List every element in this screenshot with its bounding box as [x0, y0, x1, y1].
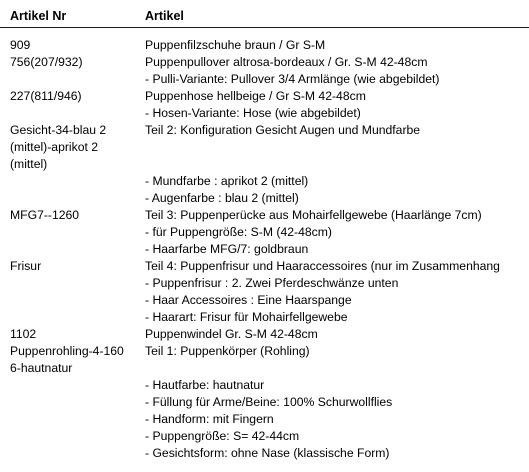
header-divider — [0, 27, 529, 28]
artikel-nr-text: (mittel) — [10, 157, 48, 171]
artikel-text: - Puppengröße: S= 42-44cm — [145, 429, 300, 443]
table-row — [0, 54, 529, 88]
artikel-text: - Augenfarbe : blau 2 (mittel) — [145, 191, 299, 205]
artikel-text: - Hautfarbe: hautnatur — [145, 378, 265, 392]
table-row — [0, 207, 529, 258]
table-row — [0, 37, 529, 54]
artikel-text: Teil 3: Puppenperücke aus Mohairfellgewebe (Haarlänge 7cm) — [145, 208, 482, 222]
artikel-text: - Handform: mit Fingern — [145, 412, 274, 426]
artikel-cell — [145, 258, 529, 326]
artikel-cell — [145, 207, 529, 258]
table-row — [0, 88, 529, 122]
artikel-text: - Gesichtsform: ohne Nase (klassische Form) — [145, 446, 390, 460]
artikel-nr-cell — [0, 343, 145, 462]
table-row — [0, 122, 529, 207]
table-row — [0, 326, 529, 343]
artikel-nr-text: 756(207/932) — [10, 55, 83, 69]
artikel-text: - Pulli-Variante: Pullover 3/4 Armlänge (wie abgebildet) — [145, 72, 440, 86]
artikel-text: - Haar Accessoires : Eine Haarspange — [145, 293, 352, 307]
artikel-text: - Haarart: Frisur für Mohairfellgewebe — [145, 310, 348, 324]
artikel-nr-text: 1102 — [10, 327, 37, 341]
table-row — [0, 258, 529, 326]
artikel-text: Puppenwindel Gr. S-M 42-48cm — [145, 327, 318, 341]
artikel-nr-cell — [0, 207, 145, 258]
blank-line — [145, 360, 529, 377]
artikel-nr-cell — [0, 122, 145, 207]
table-header — [0, 8, 529, 25]
artikel-cell — [145, 343, 529, 462]
artikel-cell — [145, 37, 529, 54]
blank-line — [145, 156, 529, 173]
artikel-text: - Puppenfrisur : 2. Zwei Pferdeschwänze unten — [145, 276, 399, 290]
header-artikel: Artikel — [145, 9, 184, 23]
blank-line — [145, 139, 529, 156]
artikel-nr-cell — [0, 258, 145, 326]
table-row — [0, 343, 529, 462]
artikel-nr-text: Puppenrohling-4-160 — [10, 344, 124, 358]
artikel-nr-text: 909 — [10, 38, 31, 52]
artikel-text: Puppenfilzschuhe braun / Gr S-M — [145, 38, 326, 52]
artikel-nr-cell — [0, 88, 145, 122]
artikel-nr-cell — [0, 37, 145, 54]
artikel-text: - Füllung für Arme/Beine: 100% Schurwollflies — [145, 395, 393, 409]
artikel-nr-text: Frisur — [10, 259, 42, 273]
artikel-cell — [145, 88, 529, 122]
artikel-nr-text: 6-hautnatur — [10, 361, 73, 375]
artikel-cell — [145, 54, 529, 88]
artikel-nr-cell — [0, 326, 145, 343]
artikel-nr-text: MFG7--1260 — [10, 208, 80, 222]
artikel-text: Puppenhose hellbeige / Gr S-M 42-48cm — [145, 89, 366, 103]
artikel-text: - Mundfarbe : aprikot 2 (mittel) — [145, 174, 309, 188]
artikel-text: - Haarfarbe MFG/7: goldbraun — [145, 242, 309, 256]
artikel-text: - für Puppengröße: S-M (42-48cm) — [145, 225, 332, 239]
artikel-nr-text: Gesicht-34-blau 2 — [10, 123, 107, 137]
artikel-nr-text: (mittel)-aprikot 2 — [10, 140, 99, 154]
artikel-cell — [145, 122, 529, 207]
artikel-cell — [145, 326, 529, 343]
artikel-text: - Hosen-Variante: Hose (wie abgebildet) — [145, 106, 361, 120]
artikel-nr-text: 227(811/946) — [10, 89, 82, 103]
artikel-text: Teil 1: Puppenkörper (Rohling) — [145, 344, 310, 358]
artikel-nr-cell — [0, 54, 145, 88]
artikel-text: Teil 4: Puppenfrisur und Haaraccessoires (nur im Zusammenhang — [145, 259, 500, 273]
header-artikel-nr: Artikel Nr — [10, 9, 67, 23]
table-body — [0, 37, 529, 462]
artikel-text: Puppenpullover altrosa-bordeaux / Gr. S-M 42-48cm — [145, 55, 428, 69]
artikel-text: Teil 2: Konfiguration Gesicht Augen und Mundfarbe — [145, 123, 421, 137]
